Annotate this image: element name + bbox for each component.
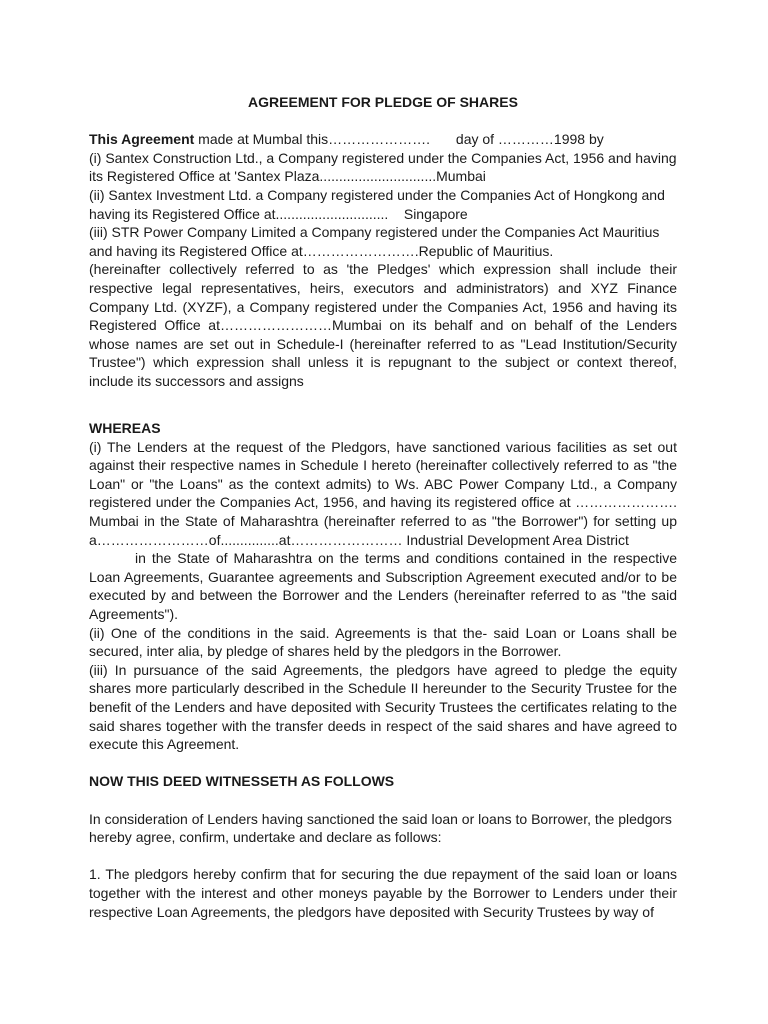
- spacer: [89, 391, 677, 410]
- whereas-clause-1-continued: in the State of Maharashtra on the terms and conditions contained in the respective Loan Agreements, Guarantee agreements and Subscription Agreement executed and/or to be executed by and between the Borrower and the Lenders (hereinafter referred to as "the said Agreements").: [89, 550, 677, 623]
- party-2-line-2: having its Registered Office at............................. Singapore: [89, 205, 468, 222]
- spacer: [89, 847, 677, 866]
- collective-paragraph: (hereinafter collectively referred to as 'the Pledges' which expression shall include their respective legal representatives, heirs, executors and administrators) and XYZ Finance Company Ltd. (XYZF), a Company registered under the Companies Act, 1956 and having its Registered Office at……………………Mumbai on its behalf and on behalf of the Lenders whose names are set out in Schedule-I (hereinafter referred to as "Lead Institution/Security Trustee") which expression shall unless it is repugnant to the subject or context thereof, include its successors and assigns: [89, 261, 677, 389]
- spacer: [89, 112, 677, 131]
- intro-line: [89, 130, 677, 149]
- consideration-line-2: hereby agree, confirm, undertake and declare as follows:: [89, 829, 442, 846]
- consideration-line-1: In consideration of Lenders having sanctioned the said loan or loans to Borrower, the pledgors: [89, 810, 672, 827]
- whereas-clause-2: (ii) One of the conditions in the said. Agreements is that the- said Loan or Loans shall be secured, inter alia, by pledge of shares held by the pledgors in the Borrower.: [89, 624, 677, 660]
- party-2-line-1: (ii) Santex Investment Ltd. a Company registered under the Companies Act of Hongkong and: [89, 186, 665, 203]
- party-3-line-1: (iii) STR Power Company Limited a Company registered under the Companies Act Mauritius: [89, 224, 660, 241]
- agreement-place-date: made at Mumbal this………………….: [194, 131, 434, 148]
- spacer: [89, 791, 677, 810]
- spacer: [89, 409, 677, 419]
- agreement-lead: This Agreement: [89, 131, 195, 148]
- whereas-clause-1: (i) The Lenders at the request of the Pledgors, have sanctioned various facilities as set out against their respective names in Schedule I hereto (hereinafter collectively referred to as "the Loan" or "the Loans" as the context admits) to Ws. ABC Power Company Ltd., a Company registered under the Companies Act, 1956, and having its registered office at …………………. Mumbai in the State of Maharashtra (hereinafter referred to as "the Borrower") for setting up a……………………of...............at…………………… Industrial Development Area District: [89, 438, 677, 548]
- clause-1-paragraph: 1. The pledgors hereby confirm that for securing the due repayment of the said loan or loans together with the interest and other moneys payable by the Borrower to Lenders under their respective Loan Agreements, the pledgors have deposited with Security Trustees by way of: [89, 866, 677, 920]
- whereas-clause-3: (iii) In pursuance of the said Agreements, the pledgors have agreed to pledge the equity shares more particularly described in the Schedule II hereunder to the Security Trustee for the benefit of the Lenders and have deposited with Security Trustees the certificates relating to the said shares together with the transfer deeds in respect of the said shares and have agreed to execute this Agreement.: [89, 661, 677, 753]
- whereas-heading: WHEREAS: [89, 420, 161, 437]
- party-3-line-2: and having its Registered Office at…………………….Republic of Mauritius.: [89, 242, 554, 259]
- document-body: [89, 93, 677, 921]
- party-1-line-2: its Registered Office at 'Santex Plaza..............................Mumbai: [89, 168, 486, 185]
- witnesseth-heading: NOW THIS DEED WITNESSETH AS FOLLOWS: [89, 773, 395, 790]
- document-title: AGREEMENT FOR PLEDGE OF SHARES: [248, 94, 518, 110]
- spacer: [89, 754, 677, 773]
- party-1-line-1: (i) Santex Construction Ltd., a Company registered under the Companies Act, 1956 and having: [89, 149, 677, 166]
- agreement-day-year: day of …………1998 by: [455, 131, 604, 148]
